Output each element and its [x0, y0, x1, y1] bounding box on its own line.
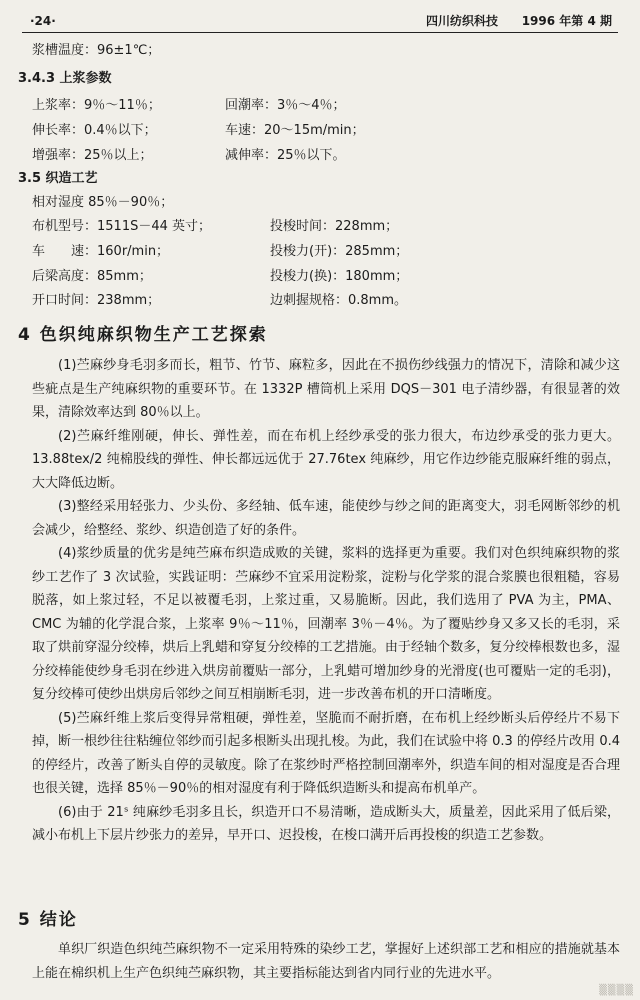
weaving-param: 投梭力(开)：285mm；: [270, 244, 409, 259]
sizing-param: 车速：20～15m/min；: [225, 123, 365, 138]
paragraph: (4)浆纱质量的优劣是纯苎麻布织造成败的关键，浆料的选择更为重要。我们对色织纯麻织物的浆纱工艺作了 3 次试验，实践证明：苎麻纱不宜采用淀粉浆，淀粉与化学浆的混合浆膜也很粗糙，容易脱落，如上浆过轻，不足以被覆毛羽，上浆过重，又易脆断。因此，我们选用了 PVA 为主，PMA、CMC 为辅的化学混合浆，上浆率 9％～11％，回潮率 3％－4％。为了覆贴纱身又多又长的毛羽，采取了烘前穿湿分绞棒，烘后上乳蜡和穿复分绞棒的工艺措施。由于经轴个数多，复分绞棒根数也多，湿分绞棒能使纱身毛羽在纱进入烘房前覆贴一部分，上乳蜡可增加纱身的光滑度(也可覆贴一定的毛羽)，复分绞棒可使纱出烘房后邻纱之间互相崩断毛羽，进一步改善布机的开口清晰度。: [32, 546, 620, 702]
section-4-heading: 4 色织纯麻织物生产工艺探索: [18, 325, 268, 345]
weaving-param: 后梁高度：85mm；: [32, 269, 152, 284]
weaving-param: 边刺握规格：0.8mm。: [270, 293, 408, 308]
section-3-5-title: 3.5 织造工艺: [18, 171, 98, 186]
weaving-param: 布机型号：1511S－44 英寸；: [32, 219, 212, 234]
page-header: [22, 12, 618, 33]
weaving-param: 投梭力(换)：180mm；: [270, 269, 409, 284]
paragraph: (6)由于 21ˢ 纯麻纱毛羽多且长，织造开口不易清晰，造成断头大，质量差，因此采用了低后梁，减小布机上下层片纱张力的差异，早开口、迟投梭，在梭口满开后再投梭的织造工艺参数。: [32, 804, 620, 843]
paragraph: (1)苎麻纱身毛羽多而长，粗节、竹节、麻粒多，因此在不损伤纱线强力的情况下，清除和减少这些疵点是生产纯麻织物的重要环节。在 1332P 槽筒机上采用 DQS－301 电子清纱器，有很显著的效果，清除效率达到 80％以上。: [32, 358, 620, 420]
journal-name: 四川纺织科技: [425, 14, 498, 28]
size-box-temperature: 浆槽温度：96±1℃；: [32, 43, 161, 58]
sizing-param: 增强率：25％以上；: [32, 148, 153, 163]
page-number: ·24·: [30, 14, 56, 28]
sizing-param: 伸长率：0.4％以下；: [32, 123, 157, 138]
paragraph: (5)苎麻纤维上浆后变得异常粗硬，弹性差，坚脆而不耐折磨，在布机上经纱断头后停经片不易下掉，断一根纱往往粘缠位邻纱而引起多根断头出现扎梭。为此，我们在试验中将 0.3 的停经片改用 0.4 的停经片，改善了断头自停的灵敏度。除了在浆纱时严格控制回潮率外，织造车间的相对湿度是否合理也很关键，选择 85％－90％的相对湿度有利于降低织造断头和提高布机单产。: [32, 710, 620, 796]
watermark: ▒▒▒▒: [599, 985, 634, 996]
paragraph: (2)苎麻纤维刚硬，伸长、弹性差，而在布机上经纱承受的张力很大，布边纱承受的张力更大。13.88tex/2 纯棉股线的弹性、伸长都远远优于 27.76tex 纯麻纱，用它作边纱能克服麻纤维的弱点，大大降低边断。: [32, 428, 620, 491]
sizing-param: 回潮率：3％～4％；: [225, 98, 346, 113]
paragraph: 单织厂织造色织纯苎麻织物不一定采用特殊的染纱工艺，掌握好上述织部工艺和相应的措施就基本上能在棉织机上生产色织纯苎麻织物，其主要指标能达到省内同行业的先进水平。: [32, 942, 620, 981]
paragraph: (3)整经采用轻张力、少头份、多经轴、低车速，能使纱与纱之间的距离变大，羽毛网断邻纱的机会减少，给整经、浆纱、织造创造了好的条件。: [32, 499, 620, 538]
sizing-param: 上浆率：9％～11％；: [32, 98, 161, 113]
section-4-body: [32, 354, 620, 848]
weaving-param: 开口时间：238mm；: [32, 293, 161, 308]
sizing-param: 减伸率：25％以下。: [225, 148, 346, 163]
relative-humidity: 相对湿度 85％－90％；: [32, 195, 174, 210]
section-3-4-3-title: 3.4.3 上浆参数: [18, 71, 112, 86]
issue-label: 1996 年第 4 期: [521, 14, 612, 28]
section-5-body: [32, 938, 620, 985]
weaving-param: 投梭时间：228mm；: [270, 219, 399, 234]
section-5-heading: 5 结论: [18, 910, 78, 930]
weaving-param: 车 速：160r/min；: [32, 244, 170, 259]
